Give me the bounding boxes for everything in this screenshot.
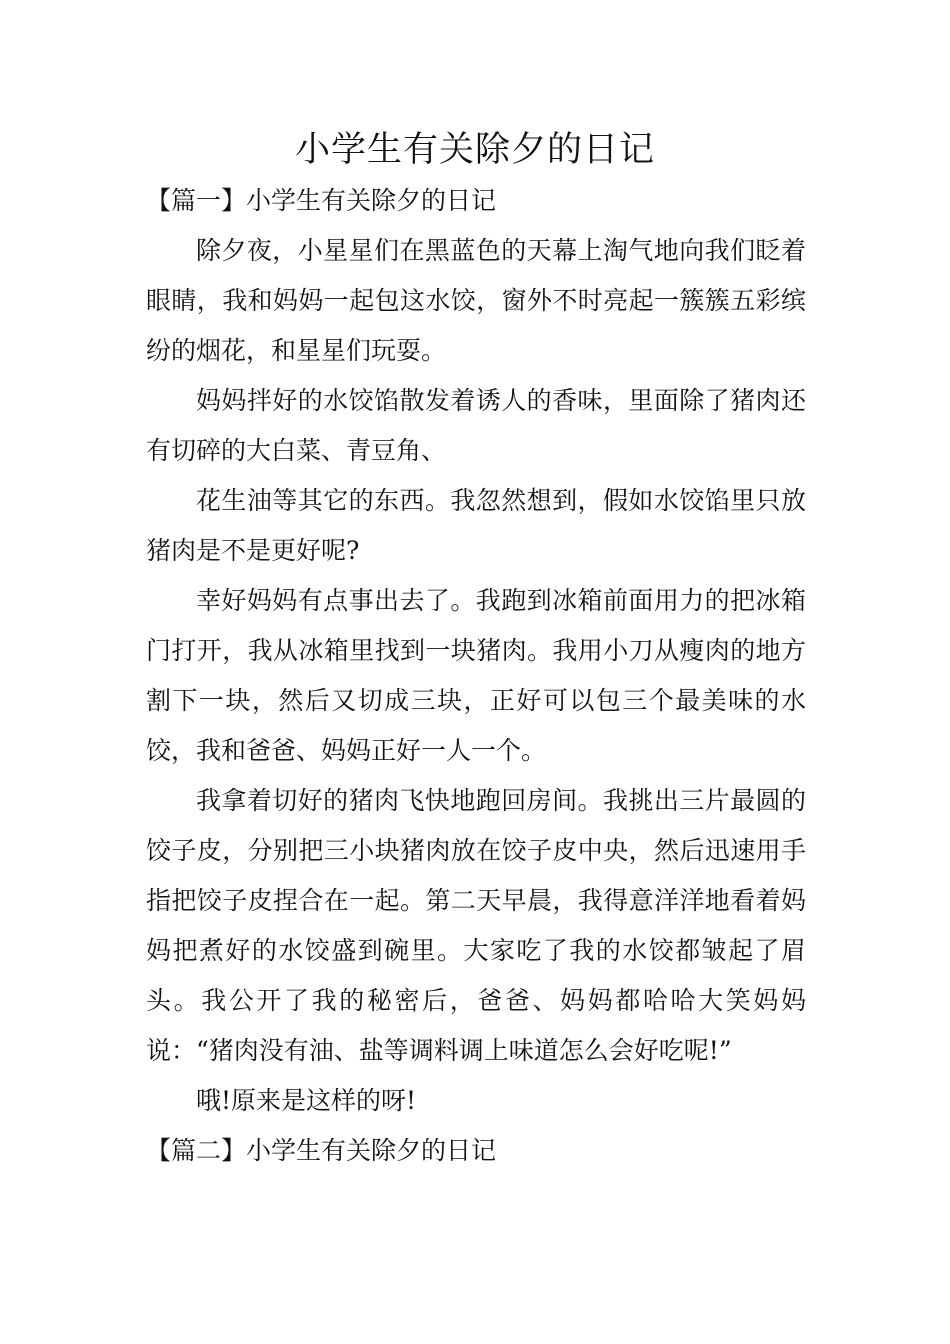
document-title: 小学生有关除夕的日记 — [294, 130, 655, 170]
document-body — [146, 176, 806, 1176]
section-heading-2: 【篇二】小学生有关除夕的日记 — [146, 1136, 497, 1165]
paragraph-4: 幸好妈妈有点事出去了。我跑到冰箱前面用力的把冰箱门打开，我从冰箱里找到一块猪肉。我用小刀从瘦肉的地方割下一块，然后又切成三块，正好可以包三个最美味的水饺，我和爸爸、妈妈正好一人一个。 — [146, 586, 806, 765]
section-heading-1: 【篇一】小学生有关除夕的日记 — [146, 186, 497, 215]
paragraph-6: 哦!原来是这样的呀! — [196, 1086, 417, 1115]
paragraph-1: 除夕夜，小星星们在黑蓝色的天幕上淘气地向我们眨着眼睛，我和妈妈一起包这水饺，窗外不时亮起一簇簇五彩缤纷的烟花，和星星们玩耍。 — [146, 236, 806, 365]
paragraph-3: 花生油等其它的东西。我忽然想到，假如水饺馅里只放猪肉是不是更好呢? — [146, 486, 806, 565]
paragraph-5: 我拿着切好的猪肉飞快地跑回房间。我挑出三片最圆的饺子皮，分别把三小块猪肉放在饺子皮中央，然后迅速用手指把饺子皮捏合在一起。第二天早晨，我得意洋洋地看着妈妈把煮好的水饺盛到碗里。大家吃了我的水饺都皱起了眉头。我公开了我的秘密后，爸爸、妈妈都哈哈大笑妈妈说：“猪肉没有油、盐等调料调上味道怎么会好吃呢!” — [146, 786, 806, 1065]
paragraph-2: 妈妈拌好的水饺馅散发着诱人的香味，里面除了猪肉还有切碎的大白菜、青豆角、 — [146, 386, 806, 465]
